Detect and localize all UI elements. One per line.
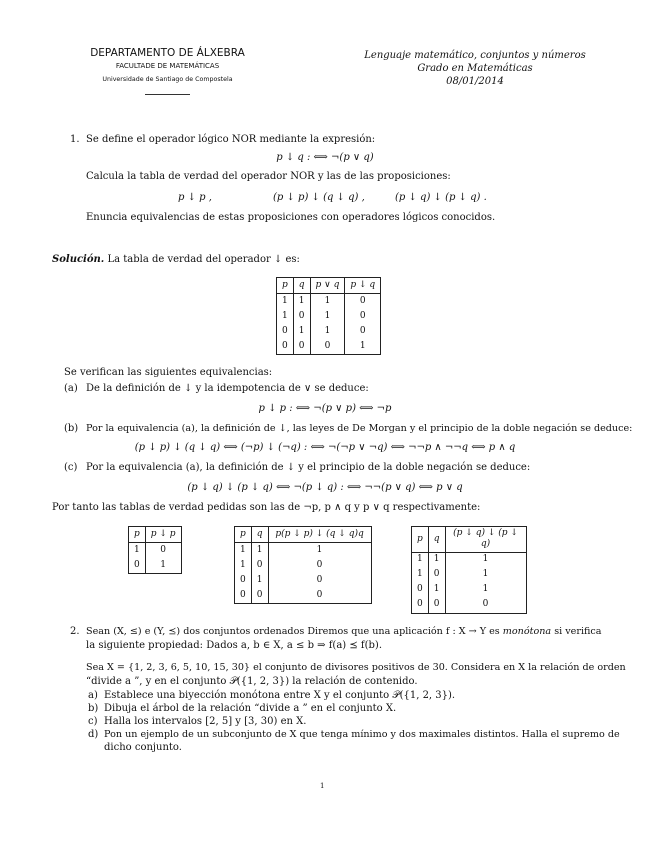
table-cell: 0 [129,558,146,574]
problem-1-intro: Se define el operador lógico NOR mediante la expresión: [86,134,376,145]
table-row [235,543,372,559]
table-row [235,588,372,604]
table-cell: 0 [359,310,366,321]
table-cell: 0 [277,339,294,355]
table-cell: 1 [482,554,489,565]
faculty-name: FACULTADE DE MATEMÁTICAS [115,62,220,70]
table-cell: 0 [268,588,371,604]
table-cell: 0 [293,339,310,355]
item-d-text-cont: dicho conjunto. [104,742,182,753]
table-row [235,573,372,588]
table-cell: 1 [251,573,268,588]
table-cell: 1 [345,339,381,355]
equiv-c-label: (c) [64,462,78,473]
table-row [412,527,527,553]
table-cell: 1 [428,552,445,568]
table-row [412,552,527,568]
item-a-text: Establece una biyección monótona entre X y el conjunto 𝒫({1, 2, 3}). [104,690,456,701]
problem-2-text: Sean (X, ≤) e (Y, ⪯) dos conjuntos ordenados Diremos que una aplicación f : X → Y es [86,626,500,637]
degree-name: Grado en Matemáticas [417,63,533,74]
problem-2-para-1-line-1 [86,626,602,638]
equiv-a-text: De la definición de ↓ y la idempotencia de ∨ se deduce: [86,383,369,394]
item-d-text: Pon un ejemplo de un subconjunto de X que tenga mínimo y dos maximales distintos. Halla el supremo de [104,729,620,740]
table-cell: 0 [160,544,167,555]
table-row [129,543,182,559]
equiv-b-text: Por la equivalencia (a), la definición de ↓, las leyes de De Morgan y el principio de la doble negación se deduce: [86,423,633,434]
table-header: q [251,527,268,543]
equiv-c-formula: (p ↓ q) ↓ (p ↓ q) ⟺ ¬(p ↓ q) : ⟺ ¬¬(p ∨ q) ⟺ p ∨ q [187,482,463,493]
table-row [129,558,182,574]
table-row [235,527,372,543]
table-row [412,568,527,583]
table-cell: 1 [235,558,252,573]
problem-2-para-1-line-2: la siguiente propiedad: Dados a, b ∈ X, a ≤ b ⇒ f(a) ⪯ f(b). [86,640,383,651]
table-cell: 0 [293,309,310,324]
table-cell: 0 [412,583,429,598]
table-cell: 0 [277,324,294,339]
equiv-a-formula: p ↓ p : ⟺ ¬(p ∨ p) ⟺ ¬p [258,403,392,414]
table-row [277,309,381,324]
problem-2-para-2-line-2: “divide a ”, y en el conjunto 𝒫({1, 2, 3}) la relación de contenido. [86,676,418,687]
table-header: (p ↓ q) ↓ (p ↓ q) [445,527,526,553]
table-cell: 0 [359,295,366,306]
problem-2-text: si verifica [554,626,602,637]
table-cell: 0 [235,573,252,588]
table-row [129,527,182,543]
solution-label: Solución. [52,254,105,265]
prop-3: (p ↓ q) ↓ (p ↓ q) . [395,192,487,203]
page-number: 1 [320,782,325,790]
table-row [277,294,381,310]
table-cell: 0 [316,559,323,570]
table-header: p ↓ p [145,527,181,543]
table-header: q [428,527,445,553]
problem-1-task2: Enuncia equivalencias de estas proposiciones con operadores lógicos conocidos. [86,212,496,223]
table-cell: 0 [235,588,252,604]
table-header: p(p ↓ p) ↓ (q ↓ q)q [268,527,371,543]
department-name: DEPARTAMENTO DE ÁLXEBRA [90,47,245,59]
table-cell: 1 [251,543,268,559]
equiv-c-text: Por la equivalencia (a), la definición de ↓ y el principio de la doble negación se deduce: [86,462,531,473]
table-cell: 1 [412,568,429,583]
course-title: Lenguaje matemático, conjuntos y números [364,50,586,61]
table-cell: 0 [310,339,345,355]
equivalences-intro: Se verifican las siguientes equivalencias: [64,367,273,378]
conclusion-text: Por tanto las tablas de verdad pedidas son las de ¬p, p ∧ q y p ∨ q respectivamente: [52,502,481,513]
equiv-b-formula: (p ↓ p) ↓ (q ↓ q) ⟺ (¬p) ↓ (¬q) : ⟺ ¬(¬p ∨ ¬q) ⟺ ¬¬p ∧ ¬¬q ⟺ p ∧ q [134,442,516,453]
university-name: Universidade de Santiago de Compostela [102,76,233,83]
table-cell: 1 [412,552,429,568]
table-cell: 1 [277,294,294,310]
table-cell: 0 [316,574,323,585]
problem-1-task: Calcula la tabla de verdad del operador NOR y las de las proposiciones: [86,171,451,182]
monotone-term: monótona [502,626,552,637]
table-row [412,583,527,598]
exam-date: 08/01/2014 [446,76,504,87]
truth-table-p-or-q [411,526,527,614]
table-cell: 1 [482,569,489,580]
equiv-a-label: (a) [64,383,78,394]
header-rule [145,94,190,95]
equiv-b-label: (b) [64,423,79,434]
table-header: p ↓ q [345,278,381,294]
table-cell: 1 [145,558,181,574]
table-row [235,558,372,573]
table-cell: 1 [310,324,345,339]
table-cell: 1 [293,294,310,310]
item-d-label: d) [88,729,99,740]
item-c-label: c) [88,716,98,727]
table-header: p [277,278,294,294]
table-cell: 0 [251,558,268,573]
table-cell: 1 [277,309,294,324]
table-cell: 0 [445,598,526,614]
table-cell: 1 [129,543,146,559]
problem-2-number: 2. [70,626,80,637]
solution-intro-text: La tabla de verdad del operador ↓ es: [107,254,300,265]
table-row [277,278,381,294]
table-header: p [235,527,252,543]
item-c-text: Halla los intervalos [2, 5] y [3, 30) en X. [104,716,307,727]
truth-table-p-and-q [234,526,372,604]
nor-definition: p ↓ q : ⟺ ¬(p ∨ q) [276,152,374,163]
table-cell: 0 [359,325,366,336]
table-cell: 1 [310,309,345,324]
table-cell: 1 [235,543,252,559]
table-cell: 1 [428,583,445,598]
prop-2: (p ↓ p) ↓ (q ↓ q) , [273,192,365,203]
table-row [277,324,381,339]
table-header: p ∨ q [310,278,345,294]
problem-2-para-2-line-1: Sea X = {1, 2, 3, 6, 5, 10, 15, 30} el conjunto de divisores positivos de 30. Considera en X la relación de orden [86,662,626,673]
table-cell: 1 [316,544,323,555]
item-b-text: Dibuja el árbol de la relación “divide a ” en el conjunto X. [104,703,397,714]
item-a-label: a) [88,690,98,701]
table-cell: 1 [482,584,489,595]
table-row [412,598,527,614]
table-header: q [293,278,310,294]
solution-intro [52,254,300,267]
truth-table-not-p [128,526,182,574]
table-cell: 0 [428,598,445,614]
table-header: p [412,527,429,553]
item-b-label: b) [88,703,99,714]
table-cell: 0 [412,598,429,614]
table-header: p [129,527,146,543]
problem-1-number: 1. [70,134,80,145]
table-cell: 0 [251,588,268,604]
table-row [277,339,381,355]
nor-truth-table [276,277,381,355]
table-cell: 1 [293,324,310,339]
prop-1: p ↓ p , [178,192,212,203]
table-cell: 0 [428,568,445,583]
table-cell: 1 [310,294,345,310]
